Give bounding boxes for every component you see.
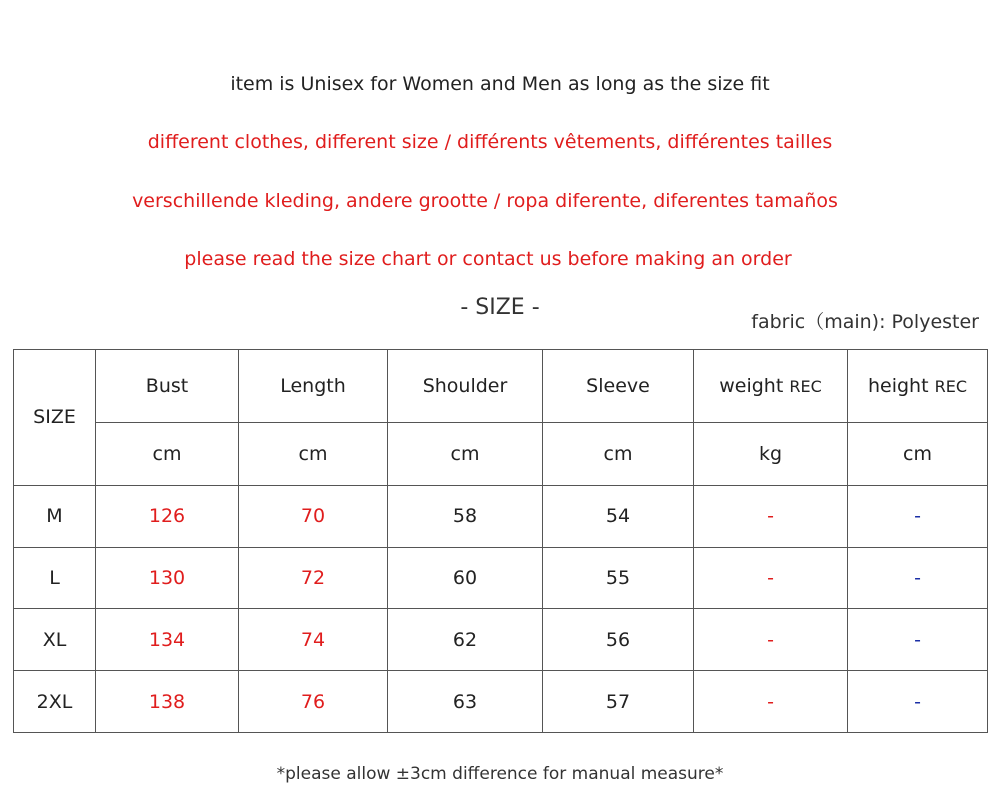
shoulder-value: 62 [388, 609, 543, 671]
sleeve-value: 54 [543, 485, 694, 547]
header-sleeve: Sleeve [543, 350, 694, 423]
size-chart-table [13, 349, 988, 733]
unit-height: cm [848, 422, 988, 485]
header-shoulder: Shoulder [388, 350, 543, 423]
header-height-rec: REC [934, 376, 967, 396]
weight-value: - [694, 609, 848, 671]
unit-weight: kg [694, 422, 848, 485]
fabric-info: fabric（main): Polyester [751, 311, 979, 333]
size-notice-nl-es: verschillende kleding, andere grootte / ropa diferente, diferentes tamaños [132, 190, 838, 212]
unit-bust: cm [96, 422, 239, 485]
header-weight-label: weight [719, 374, 784, 397]
weight-value: - [694, 485, 848, 547]
height-value: - [848, 547, 988, 609]
read-chart-notice: please read the size chart or contact us before making an order [184, 248, 792, 270]
shoulder-value: 63 [388, 671, 543, 733]
table-row [14, 671, 988, 733]
header-height [848, 350, 988, 423]
shoulder-value: 60 [388, 547, 543, 609]
bust-value: 134 [96, 609, 239, 671]
shoulder-value: 58 [388, 485, 543, 547]
height-value: - [848, 609, 988, 671]
measurement-footnote: *please allow ±3cm difference for manual measure* [276, 764, 724, 784]
size-label: XL [14, 609, 96, 671]
table-row [14, 547, 988, 609]
header-height-label: height [867, 374, 929, 397]
bust-value: 138 [96, 671, 239, 733]
table-row [14, 485, 988, 547]
weight-value: - [694, 671, 848, 733]
header-bust: Bust [96, 350, 239, 423]
height-value: - [848, 485, 988, 547]
header-row [14, 350, 988, 423]
size-section-title: - SIZE - [460, 295, 540, 320]
bust-value: 126 [96, 485, 239, 547]
unisex-notice: item is Unisex for Women and Men as long as the size fit [230, 73, 770, 95]
weight-value: - [694, 547, 848, 609]
size-label: L [14, 547, 96, 609]
size-notice-en-fr: different clothes, different size / différents vêtements, différentes tailles [147, 131, 833, 153]
unit-shoulder: cm [388, 422, 543, 485]
length-value: 76 [239, 671, 388, 733]
size-column-header: SIZE [14, 350, 96, 486]
sleeve-value: 55 [543, 547, 694, 609]
header-weight-rec: REC [789, 376, 822, 396]
header-length: Length [239, 350, 388, 423]
sleeve-value: 57 [543, 671, 694, 733]
unit-row [14, 422, 988, 485]
table-row [14, 609, 988, 671]
unit-sleeve: cm [543, 422, 694, 485]
bust-value: 130 [96, 547, 239, 609]
length-value: 72 [239, 547, 388, 609]
length-value: 70 [239, 485, 388, 547]
sleeve-value: 56 [543, 609, 694, 671]
length-value: 74 [239, 609, 388, 671]
header-weight [694, 350, 848, 423]
size-label: M [14, 485, 96, 547]
height-value: - [848, 671, 988, 733]
size-label: 2XL [14, 671, 96, 733]
unit-length: cm [239, 422, 388, 485]
